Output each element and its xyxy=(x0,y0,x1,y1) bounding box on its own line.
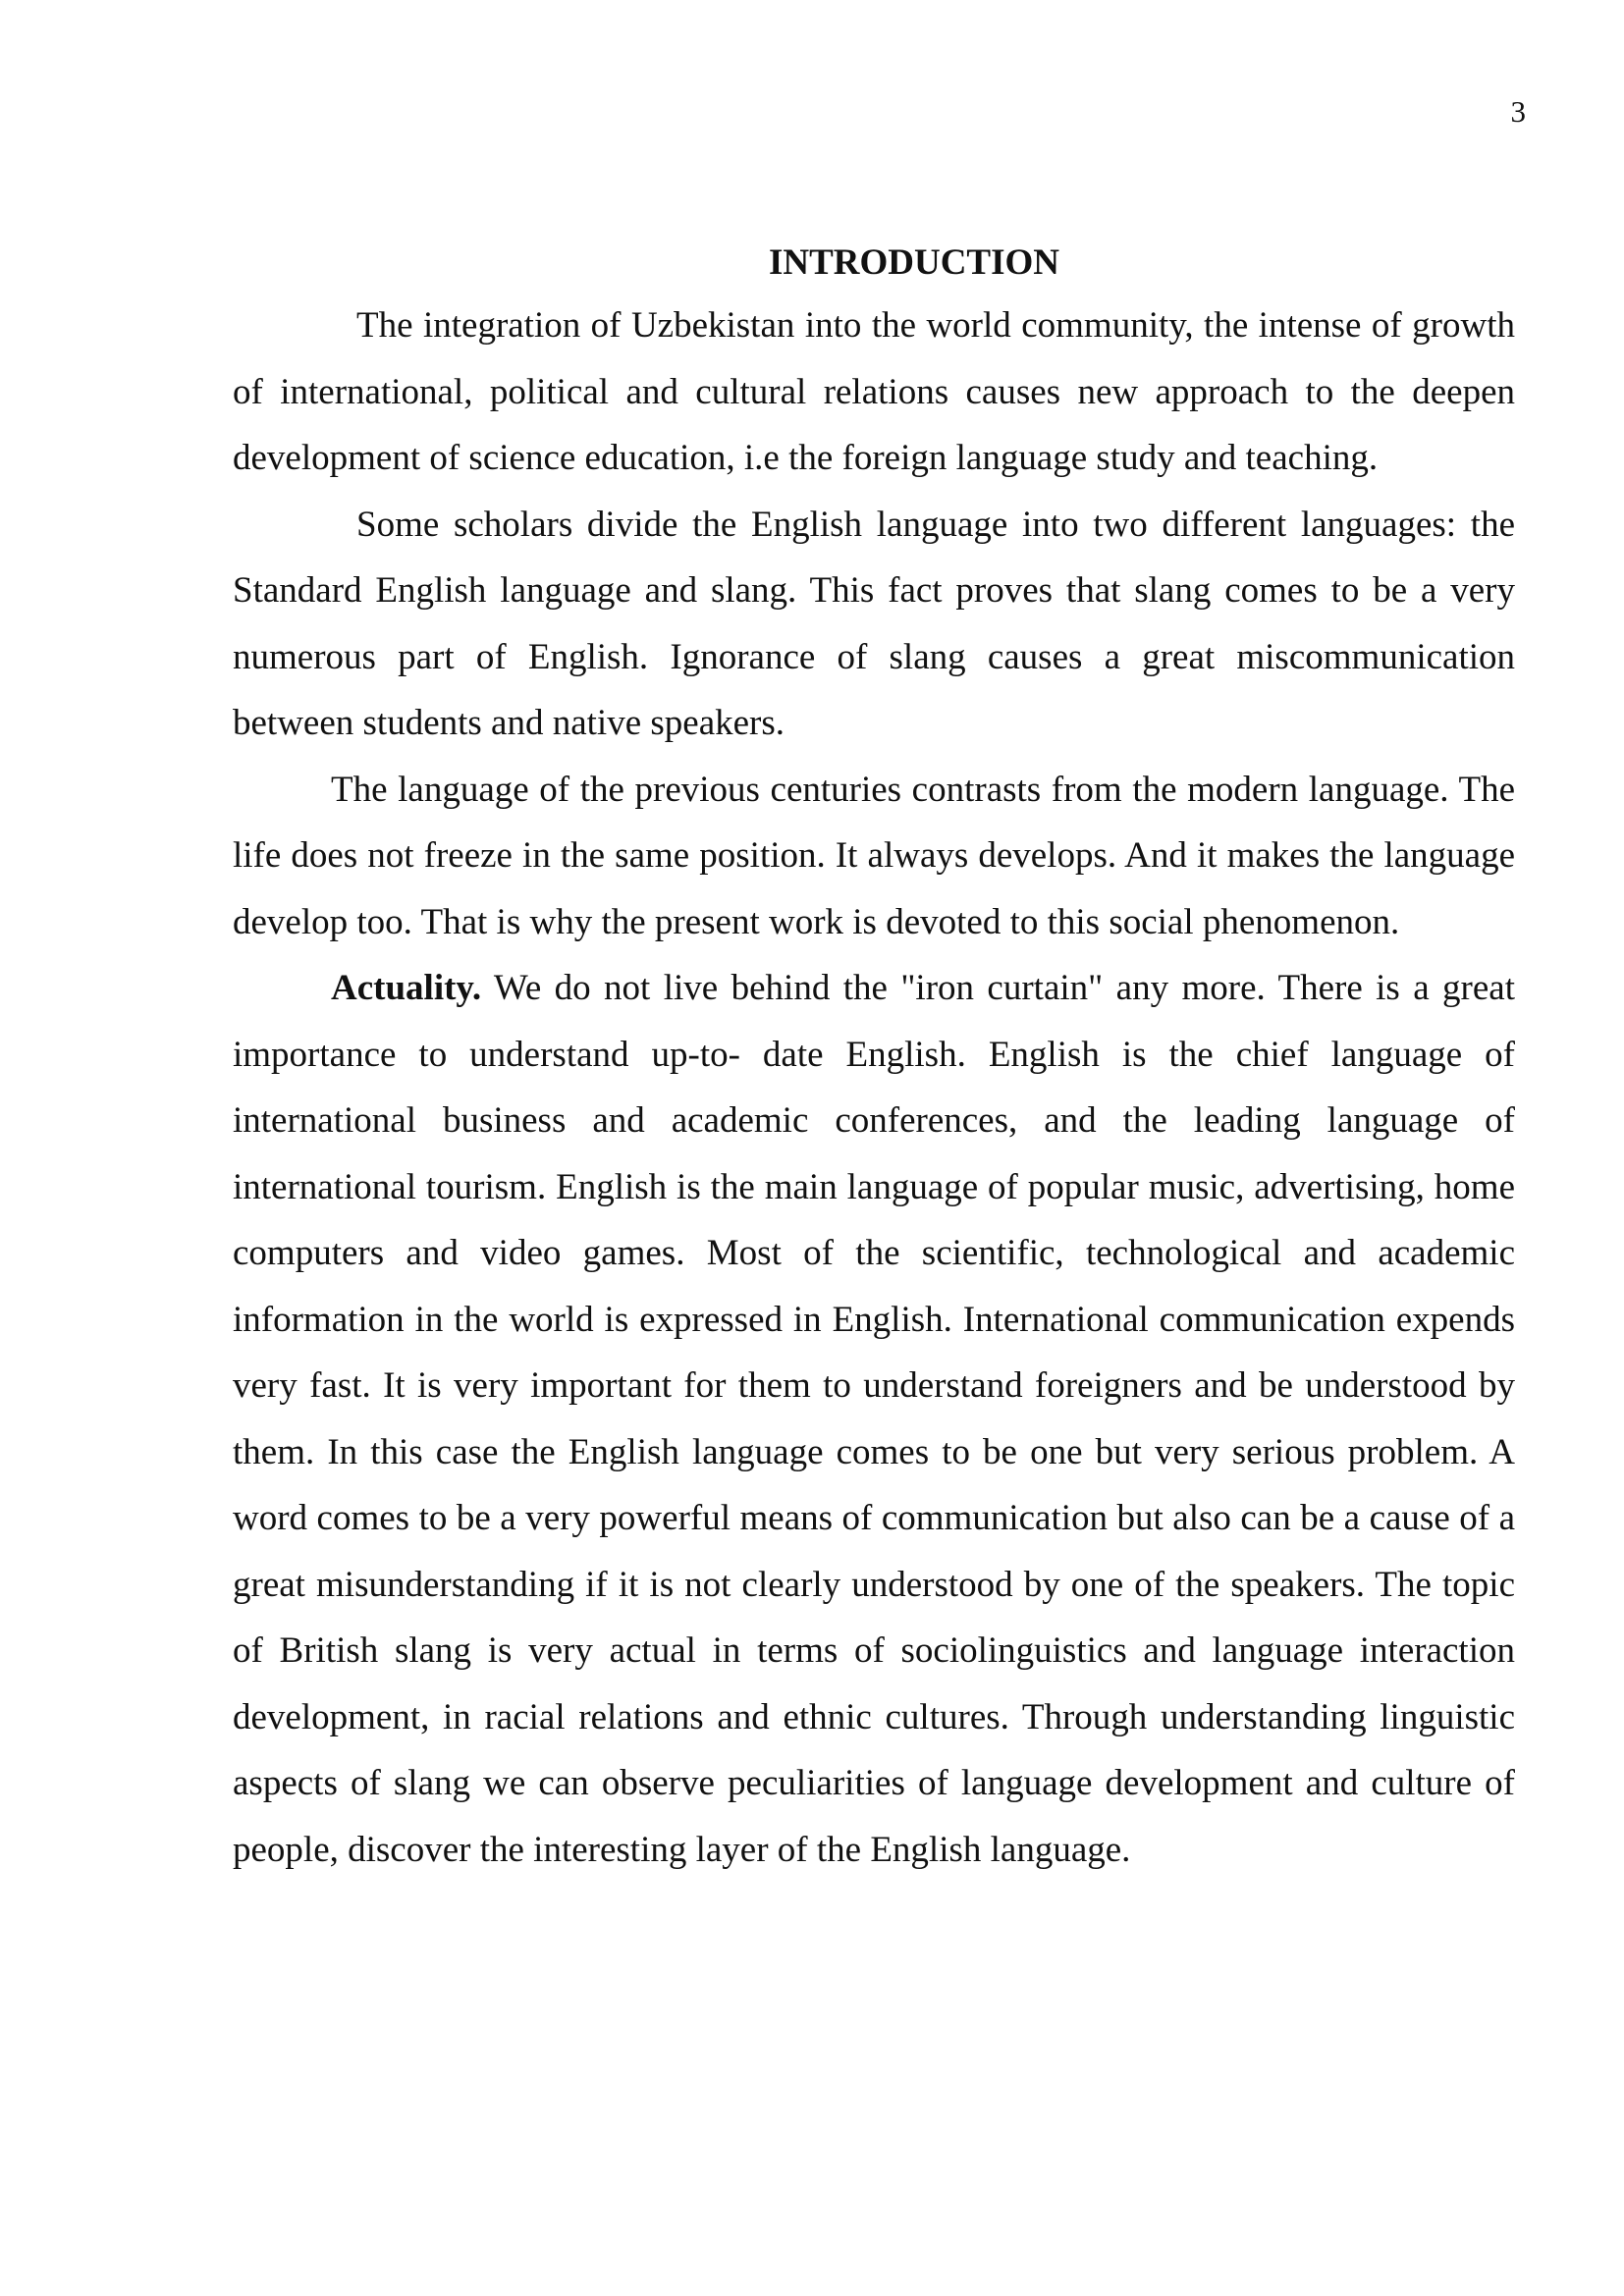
section-heading: INTRODUCTION xyxy=(768,242,1060,283)
paragraph-integration: The integration of Uzbekistan into the world community, the intense of growth of international, political and cultural relations causes new approach to the deepen development of science education, i.e the foreign language study and teaching. xyxy=(233,305,1515,478)
paragraph-language-change: The language of the previous centuries contrasts from the modern language. The life does not freeze in the same position. It always develops. And it makes the language develop too. That is why the present work is devoted to this social phenomenon. xyxy=(233,769,1515,942)
paragraph-actuality xyxy=(233,955,1515,1883)
paragraph-slang-division: Some scholars divide the English language into two different languages: the Standard English language and slang. This fact proves that slang comes to be a very numerous part of English. Ignorance of slang causes a great miscommunication between students and native speakers. xyxy=(233,504,1515,743)
page-number: 3 xyxy=(1510,94,1526,129)
actuality-lead: Actuality. xyxy=(331,968,482,1008)
actuality-text: We do not live behind the "iron curtain" any more. There is a great importance to understand up-to- date English. English is the chief language of international business and academic conferences, and the leading language of international tourism. English is the main language of popular music, advertising, home computers and video games. Most of the scientific, technological and academic information in the world is expressed in English. International communication expends very fast. It is very important for them to understand foreigners and be understood by them. In this case the English language comes to be one but very serious problem. A word comes to be a very powerful means of communication but also can be a cause of a great misunderstanding if it is not clearly understood by one of the speakers. The topic of British slang is very actual in terms of sociolinguistics and language interaction development, in racial relations and ethnic cultures. Through understanding linguistic aspects of slang we can observe peculiarities of language development and culture of people, discover the interesting layer of the English language. xyxy=(233,968,1515,1870)
document-body xyxy=(233,234,1515,1883)
